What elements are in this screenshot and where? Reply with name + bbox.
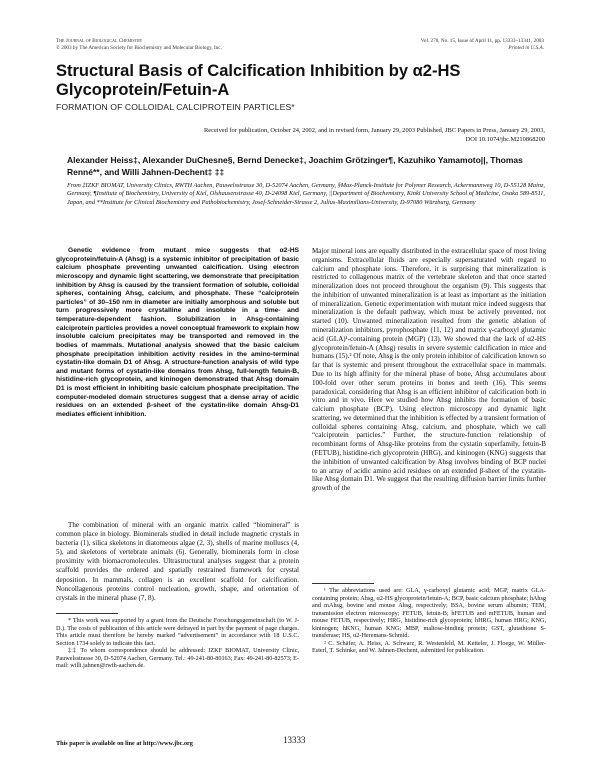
correspondence-footnote: ‡‡ To whom correspondence should be addressed: IZKF BIOMAT, University Clinic, Pauwelsstrasse 30, D-52074 Aachen, Germany. Tel.: 49-241-80-80163; Fax: 49-241-80-82573; E-mail: willi.jahnen@rwth-aachen.de. [56, 647, 299, 670]
issue-header [284, 38, 544, 52]
article-subtitle: FORMATION OF COLLOIDAL CALCIPROTEIN PARTICLES* [56, 102, 295, 112]
journal-name: The Journal of Biological Chemistry [56, 38, 143, 44]
right-column-text [312, 247, 546, 493]
copyright: © 2003 by The American Society for Biochemistry and Molecular Biology, Inc. [56, 45, 222, 51]
footnotes-right [312, 587, 546, 655]
submitted-footnote: ² C. Schäfer, A. Heiss, A. Schwarz, R. Westenfeld, M. Ketteler, J. Floege, W. Müller-Esterl, T. Schinke, and W. Jahnen-Dechent, submitted for publication. [312, 639, 546, 655]
footnote-divider-right [312, 583, 374, 584]
online-availability: This paper is available on line at http://www.jbc.org [56, 740, 193, 747]
intro-paragraph: The combination of mineral with an organic matrix called “biomineral” is common place in biology. Biominerals studied in detail include magnetic crystals in bacteria (1), silica skeletons in diatomeous algae (2, 3), shells of marine molluscs (4, 5), and skeletons of vertebrate animals (6). Generally, biominerals form in close proximity with biomacromolecules. Ultrastructural analyses suggest that a protein scaffold provides the ordered and spatially restrained framework for crystal deposition. In mammals, collagen is an excellent scaffold for calcification. Noncollagenous proteins control nucleation, growth, shape, and orientation of crystals in the mineral phase (7, 8). [56, 521, 299, 602]
funding-footnote: * This work was supported by a grant from the Deutsche Forschungsgemeinschaft (to W. J-D.). The costs of publication of this article were defrayed in part by the payment of page charges. This article must therefore be hereby marked “advertisement” in accordance with 18 U.S.C. Section 1734 solely to indicate this fact. [56, 617, 299, 647]
introduction [56, 521, 299, 603]
article-title: Structural Basis of Calcification Inhibition by α2-HS Glycoprotein/Fetuin-A [56, 62, 461, 99]
author-list: Alexander Heiss‡, Alexander DuChesne§, Bernd Denecke‡, Joachim Grötzinger¶, Kazuhiko Yamamoto||, Thomas Renné**, and Willi Jahnen-Dechent‡ ‡‡ [67, 155, 523, 177]
volume-info: Vol. 278, No. 15, Issue of April 11, pp. 13333–13341, 2003 [420, 38, 544, 44]
affiliations: From ‡IZKF BIOMAT, University Clinics, RWTH Aachen, Pauwelsstrasse 30, D-52074 Aachen, Germany, §Max-Planck-Institute for Polymer Research, Ackermannweg 10, D-55128 Mainz, Germany, ¶Institute of Biochemistry, University of Kiel, Olshausenstrasse 40, D-24098 Kiel, Germany, ||Department of Biochemistry, Kinki University School of Medicine, Osaka 589-8511, Japan, and **Institute for Clinical Biochemistry and Pathobiochemistry, Josef-Schneider-Strasse 2, Julius-Maximilians-University, D-97080 Würzburg, Germany [67, 182, 545, 206]
abstract [56, 247, 299, 420]
abstract-text: Genetic evidence from mutant mice suggests that α2-HS glycoprotein/fetuin-A (Ahsg) is a systemic inhibitor of precipitation of basic calcium phosphate preventing unwanted calcification. Using electron microscopy and dynamic light scattering, we demonstrate that precipitation inhibition by Ahsg is caused by the transient formation of soluble, colloidal spheres, containing Ahsg, calcium, and phosphate. These “calciprotein particles” of 30–150 nm in diameter are initially amorphous and soluble but turn progressively more crystalline and insoluble in a time- and temperature-dependent fashion. Solubilization in Ahsg-containing calciprotein particles provides a novel conceptual framework to explain how insoluble calcium precipitates may be transported and removed in the bodies of mammals. Mutational analysis showed that the basic calcium phosphate precipitation inhibition activity resides in the amino-terminal cystatin-like domain D1 of Ahsg. A structure-function analysis of wild type and mutant forms of cystatin-like domains from Ahsg, full-length fetuin-B, histidine-rich glycoprotein, and kininogen demonstrated that Ahsg domain D1 is most efficient in inhibiting basic calcium phosphate precipitation. The computer-modeled domain structures suggest that a dense array of acidic residues on an extended β-sheet of the cystatin-like domain Ahsg-D1 mediates efficient inhibition. [56, 247, 299, 418]
page-number: 13333 [283, 735, 306, 745]
right-column-paragraph: Major mineral ions are equally distributed in the extracellular space of most living organisms. Extracellular fluids are especially supersaturated with regard to calcium and phosphate ions. Therefore, it is surprising that mineralization is restricted to collagenous matrix of the vertebrate skeleton and that once started mineralization does not proceed throughout the organism (9). This suggests that the inhibition of unwanted mineralization is at least as important as the initiation of mineralization. Genetic experimentation with mutant mice indeed suggests that mineralization is the default pathway, which must be actively prevented, not started (10). Unwanted mineralization resulted from the genetic ablation of mineralization inhibitors, pyrophosphate (11, 12) and matrix γ-carboxyl glutamic acid (GLA)¹-containing protein (MGP) (13). We showed that the lack of α2-HS glycoprotein/fetuin-A (Ahsg) results in severe systemic calcification in mice and humans (15).² Of note, Ahsg is the only protein inhibitor of calcification known so far that is systemic and present throughout the extracellular space in mammals. Due to its high affinity for the mineral phase of bone, Ahsg accumulates about 100-fold over other serum proteins in bones and teeth (16). This seems paradoxical, considering that Ahsg is an efficient inhibitor of calcification both in vitro and in vivo. Here we studied how Ahsg inhibits the formation of basic calcium phosphate (BCP). Using electron microscopy and dynamic light scattering, we determined that the inhibition is effected by a transient formation of colloidal spheres containing Ahsg, calcium, and phosphate, which we call “calciprotein particles.” Further, the structure-function relationship of recombinant forms of Ahsg-like proteins from the cystatin superfamily, fetuin-B (FETUB), histidine-rich glycoprotein (HRG), and kininogen (KNG) suggests that the inhibition of unwanted calcification by Ahsg involves binding of BCP nuclei to an array of acidic amino acid residues on an extended β-sheet of the cystatin-like Ahsg domain D1. We suggest that the resulting diffusion barrier limits further growth of the [312, 247, 547, 493]
footnotes-left [56, 617, 299, 670]
abbreviations-footnote: ¹ The abbreviations used are: GLA, γ-carboxyl glutamic acid; MGP, matrix GLA-containing protein; Ahsg, α2-HS glycoprotein/fetuin-A; BCP, basic calcium phosphate; hAhsg and mAhsg, bovine and mouse Ahsg, respectively; BSA, bovine serum albumin; TEM, transmission electron microscopy; FETUB, fetuin-B; hFETUB and mFETUB, human and mouse FETUB, respectively; HRG, histidine-rich glycoprotein; hHRG, human HRG; KNG, kininogen; hKNG, human KNG; MBP, maltose-binding protein; GST, glutathione S-transferase; HS, α2-Heremans-Schmid. [312, 587, 546, 640]
received-info: Received for publication, October 24, 2002, and in revised form, January 29, 2003 Published, JBC Papers in Press, January 29, 2003, DOI 10.1074/jbc.M210868200 [204, 127, 545, 143]
printed-in: Printed in U.S.A. [508, 45, 544, 51]
footnote-divider-left [56, 613, 118, 614]
